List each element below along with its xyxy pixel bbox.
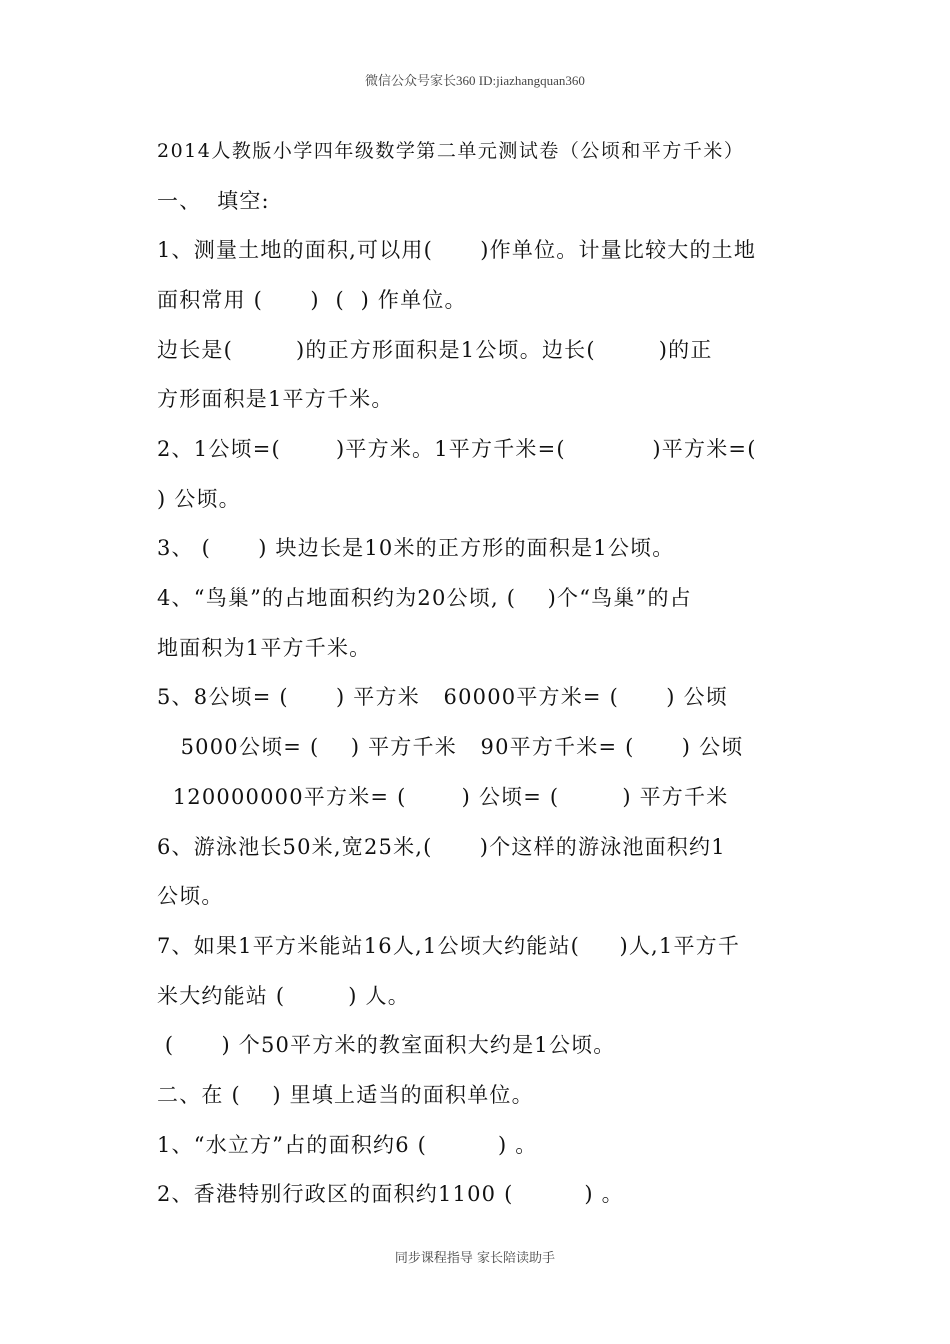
question-line: 2、香港特别行政区的面积约1100 ( ) 。 <box>157 1182 624 1206</box>
page-footer: 同步课程指导 家长陪读助手 <box>394 1251 556 1266</box>
exam-title: 2014人教版小学四年级数学第二单元测试卷（公顷和平方千米） <box>157 140 745 162</box>
question-line: 4、“鸟巢”的占地面积约为20公顷, ( )个“鸟巢”的占 <box>157 586 692 610</box>
question-line: 6、游泳池长50米,宽25米,( )个这样的游泳池面积约1 <box>157 835 726 859</box>
question-line: 公顷。 <box>157 884 224 908</box>
question-line: 米大约能站 ( ) 人。 <box>157 984 410 1008</box>
question-line: 1、“水立方”占的面积约6 ( ) 。 <box>157 1133 538 1157</box>
section-2-heading: 二、在 ( ) 里填上适当的面积单位。 <box>157 1083 534 1107</box>
question-line: 面积常用 ( ) ( ) 作单位。 <box>157 288 467 312</box>
question-line: 地面积为1平方千米。 <box>157 636 372 660</box>
question-line: ( ) 个50平方米的教室面积大约是1公顷。 <box>157 1033 616 1057</box>
question-line: 5、8公顷= ( ) 平方米 60000平方米= ( ) 公顷 <box>157 685 728 709</box>
question-line: 3、 ( ) 块边长是10米的正方形的面积是1公顷。 <box>157 536 675 560</box>
question-line: 1、测量土地的面积,可以用( )作单位。计量比较大的土地 <box>157 238 757 262</box>
page-header: 微信公众号家长360 ID:jiazhangquan360 <box>365 73 585 88</box>
question-line: 方形面积是1平方千米。 <box>157 387 394 411</box>
question-line: ) 公顷。 <box>157 487 241 511</box>
question-line: 7、如果1平方米能站16人,1公顷大约能站( )人,1平方千 <box>157 934 741 958</box>
question-line: 边长是( )的正方形面积是1公顷。边长( )的正 <box>157 338 713 362</box>
question-line: 120000000平方米= ( ) 公顷= ( ) 平方千米 <box>157 785 729 809</box>
question-line: 5000公顷= ( ) 平方千米 90平方千米= ( ) 公顷 <box>157 735 744 759</box>
section-1-heading: 一、 填空: <box>157 189 270 213</box>
question-line: 2、1公顷=( )平方米。1平方千米=( )平方米=( <box>157 437 757 461</box>
